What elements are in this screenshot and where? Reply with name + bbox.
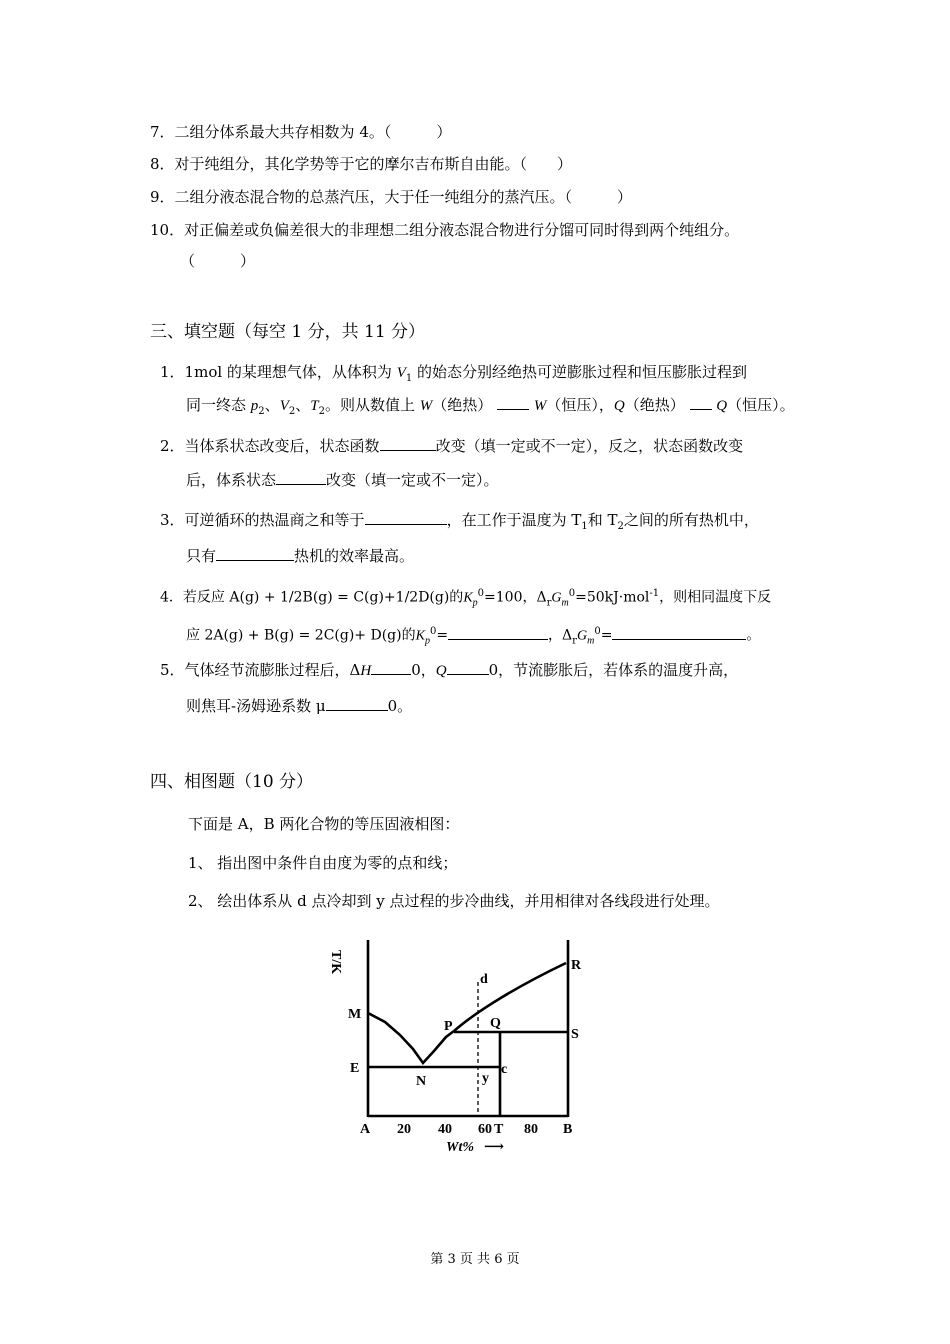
phase-section-title: 四、相图题（10 分） xyxy=(150,772,314,792)
tick-B: B xyxy=(563,1122,573,1137)
xlabel-arrow: ⟶ xyxy=(484,1140,505,1155)
tf-q8: 8．对于纯组分，其化学势等于它的摩尔吉布斯自由能。（ ） xyxy=(150,155,573,173)
fill-q1-line1: 1．1mol 的某理想气体，从体积为 $V_1$ 的始态分别经绝热可逆膨胀过程和恒压膨胀过程到 xyxy=(160,363,748,384)
point-N: N xyxy=(416,1074,427,1089)
fill-q1-line2: 同一终态 $p_2$、$V_2$、$T_2$。则从数值上 W（绝热） W（恒压），Q（绝热） Q（恒压）。 xyxy=(186,396,795,417)
phase-item-1: 1、 指出图中条件自由度为零的点和线； xyxy=(188,854,458,872)
tick-A: A xyxy=(360,1122,371,1137)
fill-q5-line1: 5．气体经节流膨胀过程后，ΔH 0，Q 0，节流膨胀后，若体系的温度升高， xyxy=(160,661,739,679)
fill-q4-line1: 4．若反应 A(g) + 1/2B(g) = C(g)+1/2D(g)的$K_p^0=100$，$\Delta_rG_m^0=50kJ\cdot mol^{-1}$，则相同温度下反 xyxy=(160,588,772,609)
ylabel: T/K xyxy=(328,950,343,975)
fill-q3-line1: 3．可逆循环的热温商之和等于 ，在工作于温度为 $T_1$和 $T_2$之间的所有热机中， xyxy=(160,511,759,532)
tick-40: 40 xyxy=(438,1122,452,1137)
xlabel: Wt% xyxy=(446,1140,474,1155)
fill-q4-line2: 应 2A(g) + B(g) = 2C(g)+ D(g)的$K_p^0=$ ，$\Delta_rG_m^0=$ 。 xyxy=(186,626,761,647)
tick-T: T xyxy=(494,1122,504,1137)
point-R: R xyxy=(571,958,582,973)
tf-q9: 9．二组分液态混合物的总蒸汽压，大于任一纯组分的蒸汽压。（ ） xyxy=(150,188,633,206)
fill-q3-line2: 只有 热机的效率最高。 xyxy=(186,547,415,565)
fill-q2-line2: 后，体系状态 改变（填一定或不一定）。 xyxy=(186,471,499,489)
phase-item-2: 2、 绘出体系从 d 点冷却到 y 点过程的步冷曲线，并用相律对各线段进行处理。 xyxy=(188,892,720,910)
point-M: M xyxy=(348,1007,362,1022)
phase-intro: 下面是 A，B 两化合物的等压固液相图： xyxy=(188,815,460,833)
tf-q10-paren: （ ） xyxy=(180,252,256,270)
liquidus-right xyxy=(454,963,566,1031)
fill-section-title: 三、填空题（每空 1 分，共 11 分） xyxy=(150,322,426,342)
fill-q5-line2: 则焦耳-汤姆逊系数 μ 0。 xyxy=(186,697,413,715)
point-c: c xyxy=(501,1062,508,1077)
tf-q10: 10．对正偏差或负偏差很大的非理想二组分液态混合物进行分馏可同时得到两个纯组分。 xyxy=(150,221,740,239)
tick-80: 80 xyxy=(524,1122,538,1137)
tick-20: 20 xyxy=(397,1122,411,1137)
point-E: E xyxy=(350,1061,360,1076)
page-footer: 第 3 页 共 6 页 xyxy=(430,1252,520,1267)
point-S: S xyxy=(571,1027,579,1042)
liquidus-left xyxy=(368,1013,454,1063)
point-y: y xyxy=(482,1071,489,1086)
point-P: P xyxy=(444,1019,453,1034)
point-Q: Q xyxy=(490,1016,501,1031)
point-d: d xyxy=(480,972,488,987)
tick-60: 60 xyxy=(478,1122,492,1137)
fill-q2-line1: 2．当体系状态改变后，状态函数 改变（填一定或不一定），反之，状态函数改变 xyxy=(160,437,744,455)
tf-q7: 7．二组分体系最大共存相数为 4。（ ） xyxy=(150,123,452,141)
